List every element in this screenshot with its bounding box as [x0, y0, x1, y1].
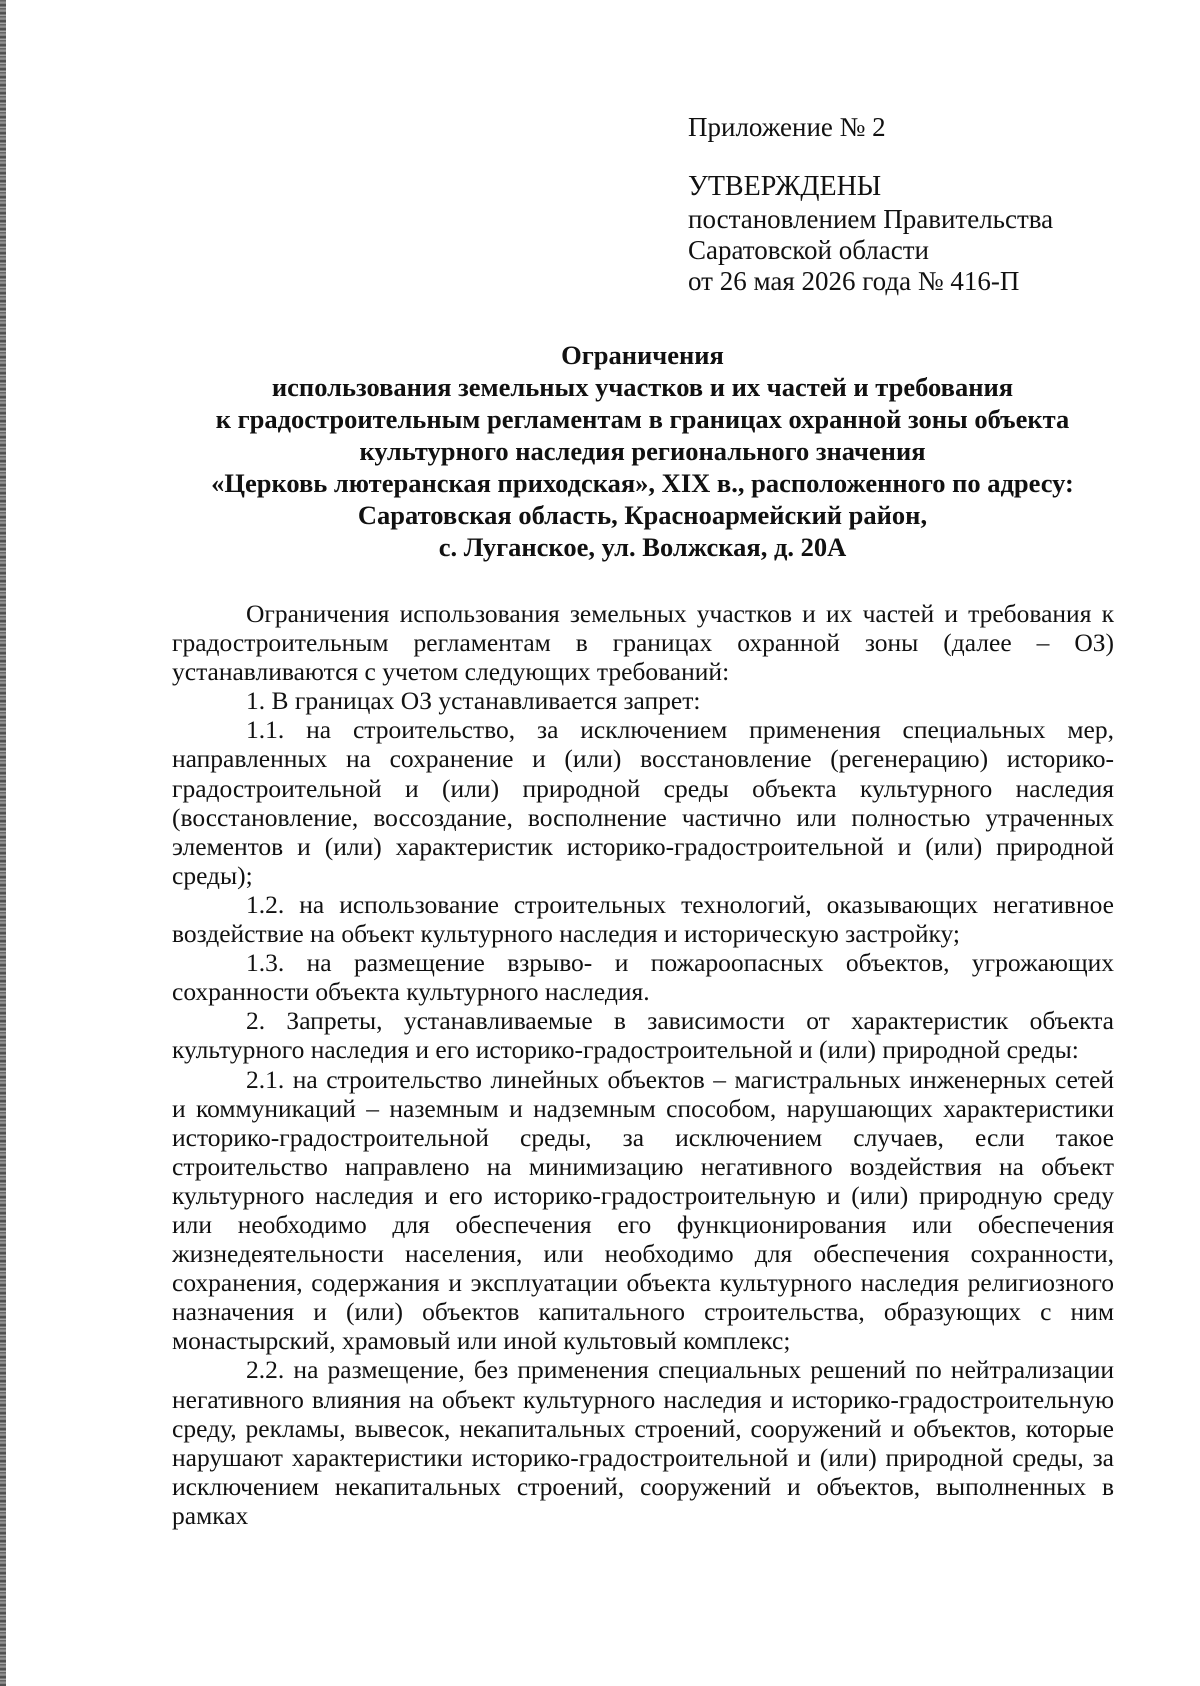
approval-heading: УТВЕРЖДЕНЫ [688, 171, 882, 202]
body-paragraph: 1. В границах ОЗ устанавливается запрет: [246, 686, 701, 716]
body-paragraph: 1.3. на размещение взрыво- и пожароопасных объектов, угрожающих сохранности объекта культурного наследия. [172, 948, 1114, 1007]
title-line: к градостроительным регламентам в границах охранной зоны объекта [215, 404, 1070, 434]
body-paragraph: 1.1. на строительство, за исключением применения специальных мер, направленных на сохранение и (или) восстановление (регенерацию) историко-градостроительной и (или) природной среды объекта культурного наследия (восстановление, воссоздание, восполнение частично или полностью утраченных элементов и (или) характеристик историко-градостроительной и (или) природной среды); [172, 715, 1114, 890]
scan-edge [0, 0, 6, 1686]
title-line: «Церковь лютеранская приходская», XIX в., расположенного по адресу: [211, 468, 1074, 498]
body-paragraph: 1.2. на использование строительных технологий, оказывающих негативное воздействие на объект культурного наследия и историческую застройку; [172, 889, 1114, 949]
annex-number: Приложение № 2 [688, 112, 886, 142]
title-line: культурного наследия регионального значения [359, 436, 926, 466]
body-paragraph: 2.1. на строительство линейных объектов – магистральных инженерных сетей и коммуникаций – наземным и надземным способом, нарушающих характеристики историко-градостроительной среды, за исключением случаев, если такое строительство направлено на минимизацию негативного воздействия на объект культурного наследия и его историко-градостроительную и (или) природную среду или необходимо для обеспечения его функционирования или обеспечения жизнедеятельности населения, или необходимо для обеспечения сохранности, сохранения, содержания и эксплуатации объекта культурного наследия религиозного назначения и (или) объектов капитального строительства, образующих с ним монастырский, храмовый или иной культовый комплекс; [172, 1064, 1114, 1356]
approval-line: постановлением Правительства [688, 204, 1054, 234]
document-body [172, 599, 1114, 1530]
title-line: с. Луганское, ул. Волжская, д. 20А [438, 532, 847, 562]
approval-line: от 26 мая 2026 года № 416-П [688, 266, 1020, 296]
body-paragraph: 2. Запреты, устанавливаемые в зависимости от характеристик объекта культурного наследия и его историко-градостроительной и (или) природной среды: [172, 1006, 1114, 1065]
title-line: Ограничения [561, 340, 724, 370]
body-paragraph: 2.2. на размещение, без применения специальных решений по нейтрализации негативного влияния на объект культурного наследия и историко-градостроительную среду, рекламы, вывесок, некапитальных строений, сооружений и объектов, которые нарушают характеристики историко-градостроительной и (или) природной среды, за исключением некапитальных строений, сооружений и объектов, выполненных в рамках [172, 1355, 1114, 1530]
document-title [120, 339, 1165, 563]
title-line: Саратовская область, Красноармейский район, [357, 500, 928, 530]
approval-line: Саратовской области [688, 235, 929, 265]
title-line: использования земельных участков и их частей и требования [271, 372, 1014, 402]
approval-block [688, 112, 1118, 297]
body-paragraph: Ограничения использования земельных участков и их частей и требования к градостроительным регламентам в границах охранной зоны (далее – ОЗ) устанавливаются с учетом следующих требований: [172, 599, 1114, 687]
